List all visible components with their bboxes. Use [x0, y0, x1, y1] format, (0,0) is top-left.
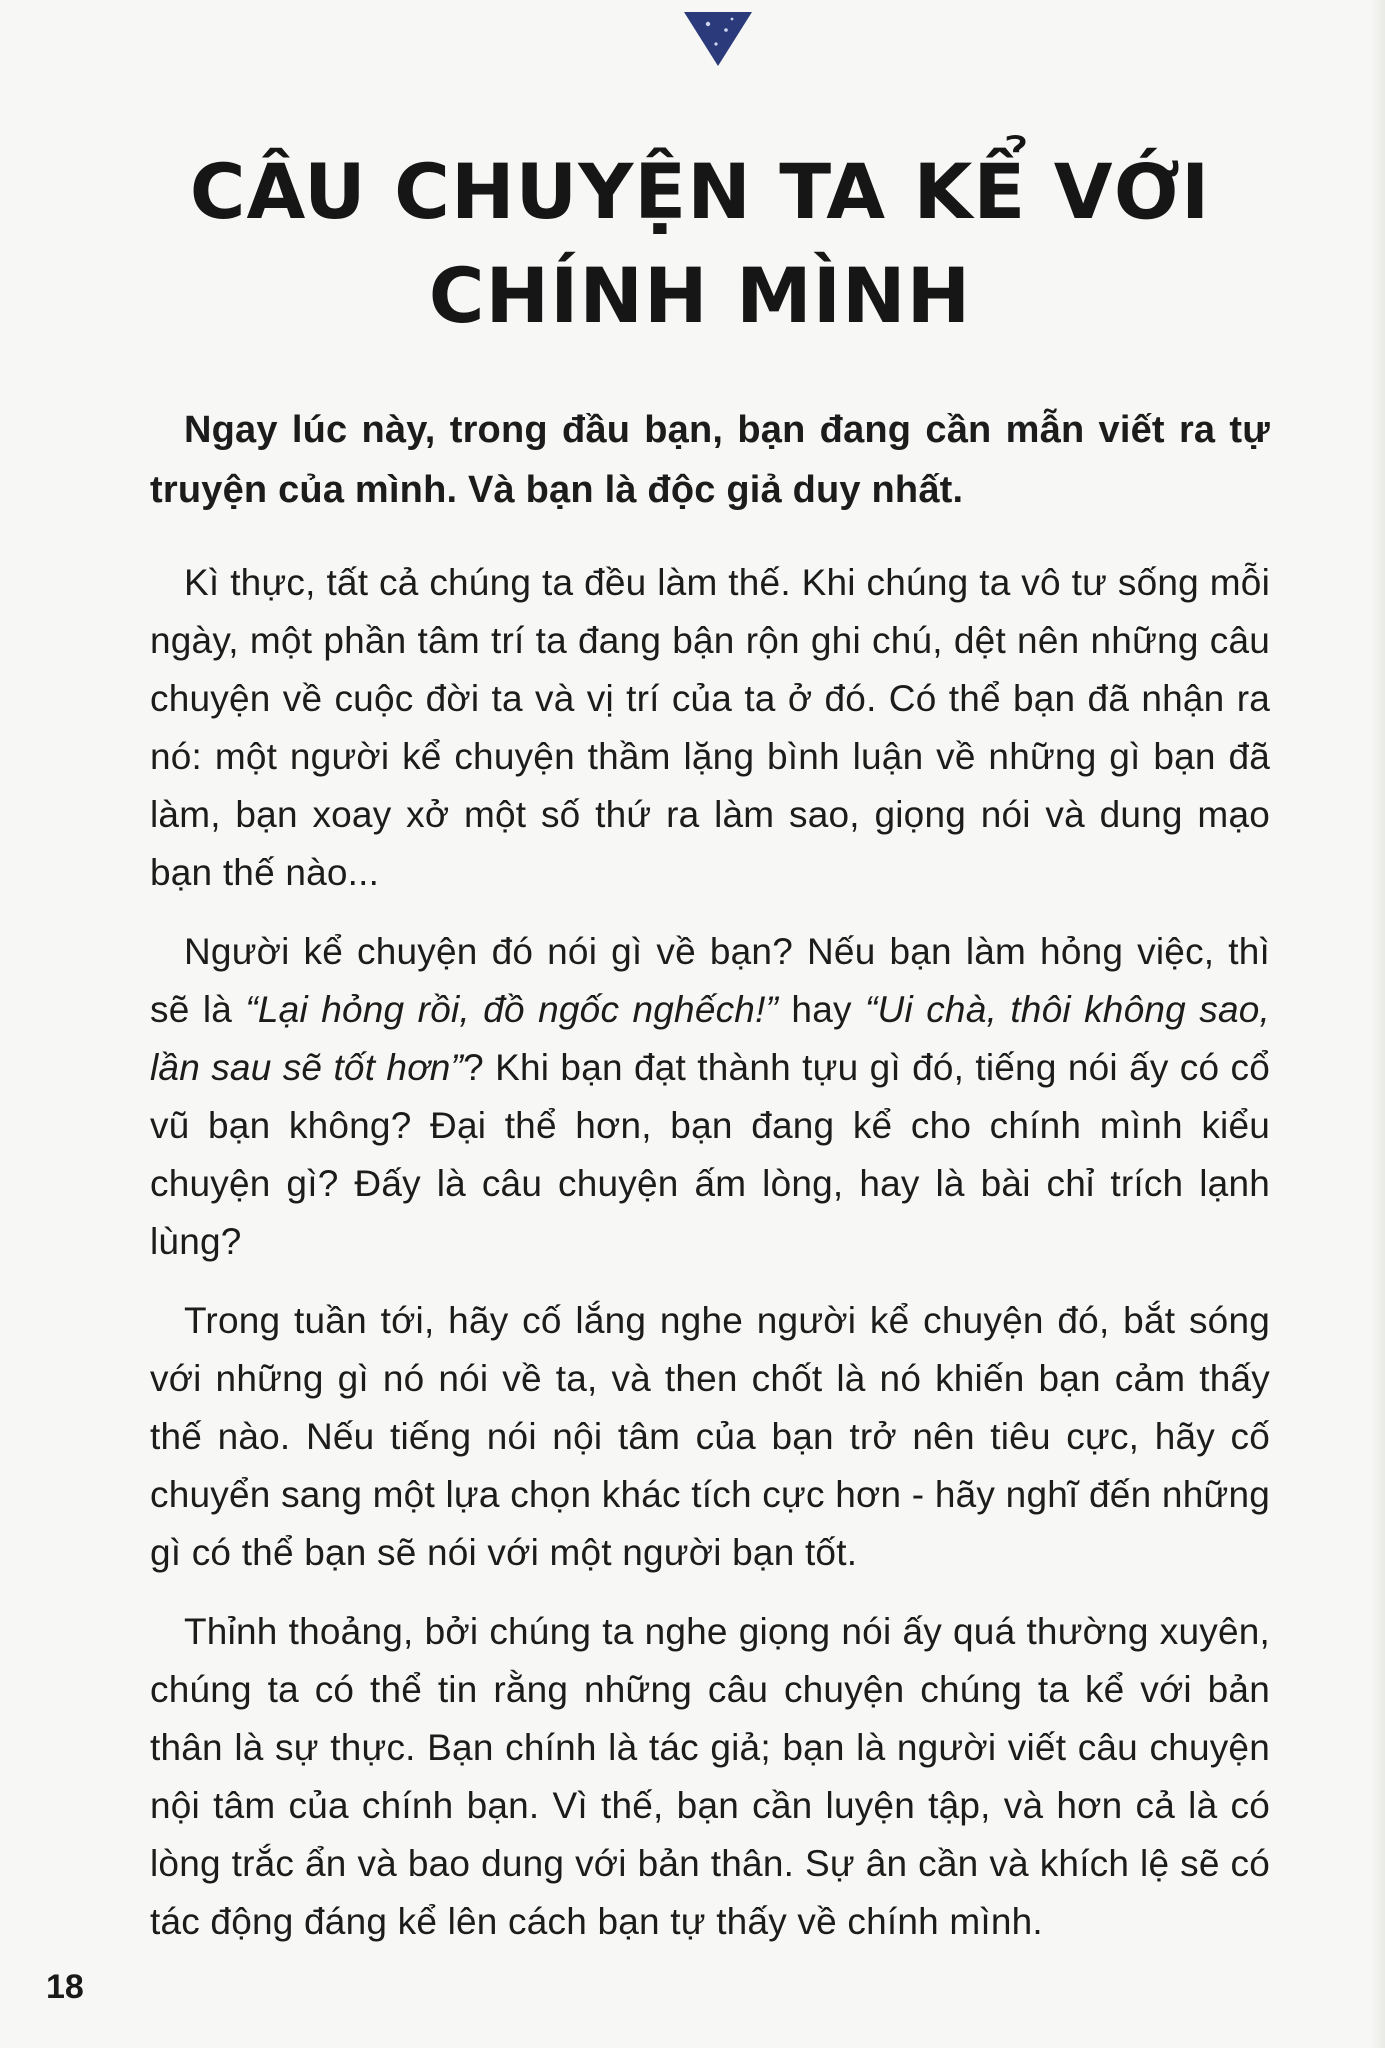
title-line-2: CHÍNH MÌNH	[428, 251, 972, 340]
lead-paragraph: Ngay lúc này, trong đầu bạn, bạn đang cần mẫn viết ra tự truyện của mình. Và bạn là độc giả duy nhất.	[150, 409, 1270, 511]
paragraph-2-part-a: Người kể chuyện đó nói gì về bạn? Nếu bạn làm hỏng việc, thì sẽ là	[150, 931, 1270, 1030]
paragraph-4: Thỉnh thoảng, bởi chúng ta nghe giọng nói ấy quá thường xuyên, chúng ta có thể tin rằng những câu chuyện chúng ta kể với bản thân là sự thực. Bạn chính là tác giả; bạn là người viết câu chuyện nội tâm của chính bạn. Vì thế, bạn cần luyện tập, và hơn cả là có lòng trắc ẩn và bao dung với bản thân. Sự ân cần và khích lệ sẽ có tác động đáng kể lên cách bạn tự thấy về chính mình.	[150, 1611, 1270, 1942]
quote-positive: “Ui chà, thôi không sao, lần sau sẽ tốt hơn”	[150, 989, 1270, 1088]
quote-negative: “Lại hỏng rồi, đồ ngốc nghếch!”	[245, 989, 779, 1030]
triangle-marker-icon	[682, 10, 754, 68]
paragraph-2-part-c: ? Khi bạn đạt thành tựu gì đó, tiếng nói ấy có cổ vũ bạn không? Đại thể hơn, bạn đang kể cho chính mình kiểu chuyện gì? Đấy là câu chuyện ấm lòng, hay là bài chỉ trích lạnh lùng?	[150, 1047, 1270, 1262]
title-line-1: CÂU CHUYỆN TA KỂ VỚI	[189, 147, 1211, 236]
page-edge-shadow	[1371, 0, 1385, 2048]
paragraph-2-part-b: hay	[778, 989, 866, 1030]
page-number: 18	[46, 1968, 84, 2006]
paragraph-1: Kì thực, tất cả chúng ta đều làm thế. Khi chúng ta vô tư sống mỗi ngày, một phần tâm trí ta đang bận rộn ghi chú, dệt nên những câu chuyện về cuộc đời ta và vị trí của ta ở đó. Có thể bạn đã nhận ra nó: một người kể chuyện thầm lặng bình luận về những gì bạn đã làm, bạn xoay xở một số thứ ra làm sao, giọng nói và dung mạo bạn thế nào...	[150, 562, 1270, 893]
page-title	[100, 140, 1300, 348]
paragraph-2	[150, 923, 1270, 1271]
paragraph-3: Trong tuần tới, hãy cố lắng nghe người kể chuyện đó, bắt sóng với những gì nó nói về ta, và then chốt là nó khiến bạn cảm thấy thế nào. Nếu tiếng nói nội tâm của bạn trở nên tiêu cực, hãy cố chuyển sang một lựa chọn khác tích cực hơn - hãy nghĩ đến những gì có thể bạn sẽ nói với một người bạn tốt.	[150, 1300, 1270, 1573]
article-body	[150, 400, 1270, 1972]
